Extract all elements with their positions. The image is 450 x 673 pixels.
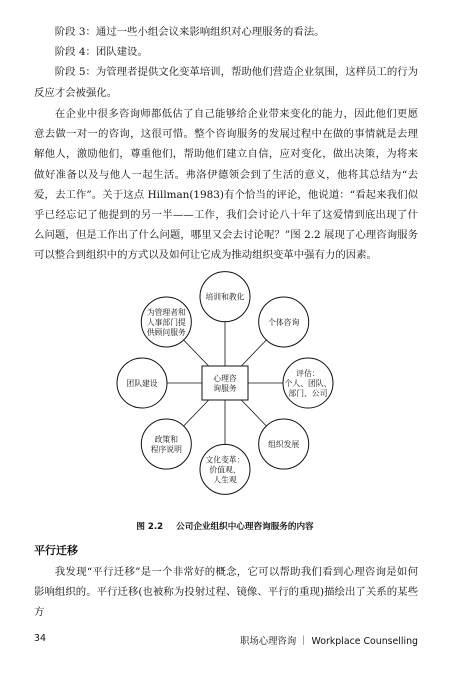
team-building-node-label: 团队建设 (126, 379, 158, 388)
counselling-services-diagram (95, 292, 355, 515)
individual-counselling-node-label: 个体咨询 (268, 317, 300, 327)
culture-change-node-label: 人生观 (213, 475, 237, 485)
connector-line (184, 340, 209, 366)
center-box (202, 366, 248, 400)
center-node-label: 询服务 (213, 384, 237, 393)
culture-change-node-label: 文化变革： (205, 455, 245, 465)
team-building-node (117, 358, 167, 408)
assessment-node-label: 评估： (296, 369, 320, 378)
policy-node-label: 政策和 (154, 435, 179, 445)
assessment-node-label: 部门、公司 (288, 389, 328, 398)
policy-node-label: 程序说明 (150, 445, 182, 455)
culture-change-node-label: 价值观、 (209, 465, 241, 475)
org-development-node (259, 419, 309, 469)
consultancy-node-label: 为管理者和 (146, 307, 186, 317)
figure-caption-text: 公司企业组织中心理咨询服务的内容 (176, 522, 314, 532)
assessment-node (283, 358, 333, 408)
culture-change-node (200, 444, 250, 494)
page-number: 34 (34, 633, 46, 644)
training-node (200, 272, 250, 322)
figure-number: 图 2.2 (136, 522, 164, 532)
policy-node (141, 419, 191, 469)
section-paragraph (34, 562, 418, 623)
individual-counselling-node (259, 297, 309, 347)
consultancy-node-label: 供顾问服务 (146, 327, 186, 337)
stage-3-line: 阶段 3：通过一些小组会议来影响组织对心理服务的看法。 (54, 26, 325, 38)
org-development-node-label: 组织发展 (268, 440, 300, 450)
stage-list (34, 22, 418, 103)
figure-caption (0, 520, 450, 532)
consultancy-node-label: 人事部门提 (146, 317, 186, 327)
running-title: 职场心理咨询 ｜ Workplace Counselling (239, 636, 418, 647)
body-paragraph (34, 104, 418, 266)
stage-4-line: 阶段 4：团队建设。 (54, 46, 148, 59)
connector-line (184, 400, 209, 426)
section-title: 平行迁移 (34, 544, 78, 557)
bottom-paragraph-text: 我发现“平行迁移”是一个非常好的概念，它可以帮助我们看到心理咨询是如何影响组织的。平行迁移(也被称为投射过程、镜像、平行的重现)描绘出了关系的某些方 (34, 566, 418, 619)
center-node-label: 心理咨 (213, 374, 237, 383)
stage-5-line: 阶段 5：为管理者提供文化变革培训，帮助他们营造企业氛围，这样员工的行为反应才会被强化。 (34, 66, 418, 99)
center-node (202, 366, 248, 400)
connector-line (241, 400, 266, 426)
assessment-node-label: 个人、团队、 (284, 379, 332, 388)
main-paragraph-text: 在企业中很多咨询师都低估了自己能够给企业带来变化的能力，因此他们更愿意去做一对一的咨询，这很可惜。整个咨询服务的发展过程中在做的事情就是去理解他人，激励他们，尊重他们，帮助他们建立自信，应对变化，做出决策，为将来做好准备以及与他人一起生活。弗洛伊德领会到了生活的意义，他将其总结为“去爱，去工作”。关于这点 Hillman(1983)有个恰当的评论，他说道：“看起来我们似乎已经忘记了他提到的另一半——工作，我们会讨论八十年了这爱情到底出现了什么问题，但是工作出了什么问题，哪里又会去讨论呢？”图 2.2 展现了心理咨询服务可以整合到组织中的方式以及如何让它成为推动组织变革中强有力的因素。 (34, 108, 418, 262)
connector-line (241, 340, 266, 366)
consultancy-node (141, 297, 191, 347)
training-node-label: 培训和教化 (205, 292, 245, 302)
